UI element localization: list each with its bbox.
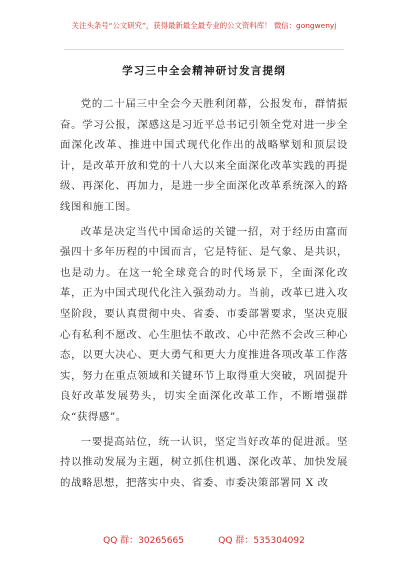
header-banner: 关注头条号“公文研究”，获得最新最全最专业的公文资料库！ 微信：gongwenyj (71, 21, 337, 30)
document-body (60, 94, 348, 493)
footer-qq-group-1: QQ 群：30265665 (103, 536, 184, 546)
footer-qq-group-2: QQ 群：535304092 (218, 536, 305, 546)
paragraph-1: 党的二十届三中全会今天胜利闭幕，公报发布，群情振奋。学习公报，深感这是习近平总书记引领全党对进一步全面深化改革、推进中国式现代化作出的战略擘划和顶层设计，是改革开放和党的十八大以来全面深化改革实践的再提级、再深化、再加力，是进一步全面深化改革系统深入的路线图和施工图。 (60, 98, 348, 213)
footer-banner (0, 533, 408, 546)
paragraph-3: 一要提高站位，统一认识，坚定当好改革的促进派。坚持以推动发展为主题，树立抓住机遇、深化改革、加快发展的战略思想，把落实中央、省委、市委决策部署同 X 改 (60, 435, 348, 489)
document-title: 学习三中全会精神研讨发言提纲 (122, 65, 286, 77)
paragraph-2: 改革是决定当代中国命运的关键一招，对于经历由富而强四十多年历程的中国而言，它是特征、是气象、是共识，也是动力。在这一轮全球竞合的时代场景下，全面深化改革，正为中国式现代化注入强劲动力。当前，改革已进入攻坚阶段，要认真贯彻中央、省委、市委部署要求，坚决克服心有私利不愿改、心生胆怯不敢改、心中茫然不会改三种心态，以更大决心、更大勇气和更大力度推进各项改革工作落实，努力在重点领域和关键环节上取得重大突破，巩固提升良好改革发展势头，切实全面深化改革工作，不断增强群众“获得感”。 (60, 225, 348, 423)
header-divider (64, 49, 344, 50)
